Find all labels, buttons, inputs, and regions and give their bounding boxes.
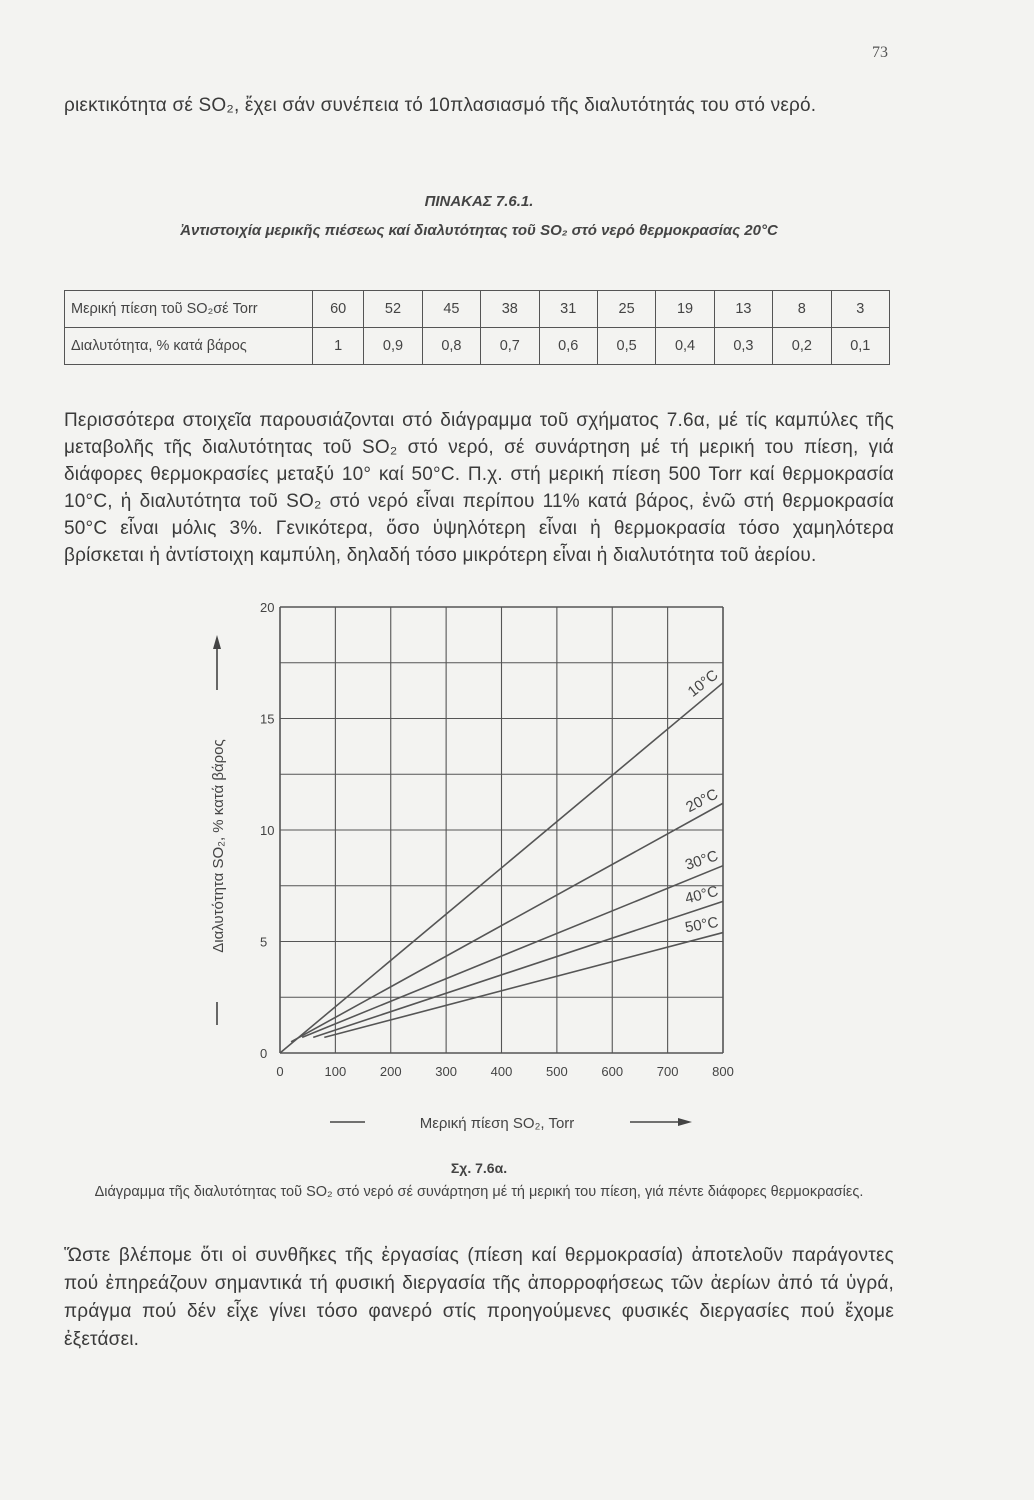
table-title: ΠΙΝΑΚΑΣ 7.6.1.	[424, 193, 534, 210]
table-cell: 0,3	[714, 328, 772, 365]
chart-grid	[280, 607, 723, 1053]
x-axis-title: Μερική πίεση SO₂, Torr	[419, 1115, 575, 1132]
series-line-50°C	[324, 933, 723, 1038]
series-label: 10°C	[684, 666, 722, 701]
y-axis-title: Διαλυτότητα SO₂, % κατά βάρος	[210, 739, 227, 953]
table-cell: 0,6	[539, 328, 597, 365]
series-label: 20°C	[683, 785, 721, 817]
y-axis-title-group	[207, 635, 227, 1025]
table-cell: 0,4	[656, 328, 714, 365]
x-tick-label: 200	[379, 1064, 402, 1079]
intro-paragraph: ριεκτικότητα σέ SO₂, ἔχει σάν συνέπεια τό 10πλασιασμό τῆς διαλυτότητάς του στό νερό.	[64, 95, 817, 116]
table-row	[65, 328, 890, 365]
table-row	[65, 291, 890, 328]
y-tick-label: 10	[260, 823, 275, 838]
body-paragraph: Περισσότερα στοιχεῖα παρουσιάζονται στό διάγραμμα τοῦ σχήματος 7.6α, μέ τίς καμπύλες τῆς μεταβολῆς τῆς διαλυτότητας τοῦ SO₂ στό νερό, σέ συνάρτηση μέ τή μερική του πίεση, γιά διάφορες θερμοκρασίες μεταξύ 10° καί 50°C. Π.χ. στή μερική πίεση 500 Torr καί θερμοκρασία 10°C, ἡ διαλυτότητα τοῦ SO₂ στό νερό εἶναι περίπου 11% κατά βάρος, ἐνῶ στή θερμοκρασία 50°C εἶναι μόλις 3%. Γενικότερα, ὅσο ὑψηλότερη εἶναι ἡ θερμοκρασία τόσο χαμηλότερα βρίσκεται ἡ ἀντίστοιχη καμπύλη, δηλαδή τόσο μικρότερη εἶναι ἡ διαλυτότητα τοῦ ἀερίου.	[64, 410, 894, 566]
table-cell: 38	[481, 291, 539, 328]
table-cell: 0,9	[364, 328, 422, 365]
series-label: 50°C	[683, 913, 720, 937]
x-tick-label: 600	[601, 1064, 624, 1079]
table-cell: 0,5	[597, 328, 655, 365]
y-tick-labels	[260, 600, 274, 1061]
series-line-30°C	[302, 866, 723, 1038]
table-cell: 0,1	[831, 328, 889, 365]
table-cell: 31	[539, 291, 597, 328]
pressure-solubility-table	[64, 290, 890, 365]
x-tick-label: 700	[656, 1064, 679, 1079]
x-axis-title-group	[300, 1105, 720, 1139]
x-tick-label: 500	[546, 1064, 568, 1079]
table-cell: 3	[831, 291, 889, 328]
x-tick-label: 300	[435, 1064, 457, 1079]
table-caption: Ἀντιστοιχία μερικῆς πιέσεως καί διαλυτότητας τοῦ SO₂ στό νερό θερμοκρασίας 20°C	[180, 222, 778, 239]
figure-caption: Διάγραμμα τῆς διαλυτότητας τοῦ SO₂ στό νερό σέ συνάρτηση μέ τή μερική του πίεση, γιά πέντε διάφορες θερμοκρασίες.	[94, 1184, 864, 1200]
page-number: 73	[872, 44, 888, 61]
table-cell: 60	[313, 291, 364, 328]
x-tick-label: 800	[712, 1064, 734, 1079]
solubility-chart	[190, 595, 790, 1079]
series-label: 30°C	[683, 847, 721, 874]
y-tick-label: 0	[260, 1046, 268, 1061]
y-tick-label: 15	[260, 711, 275, 727]
x-tick-label: 0	[276, 1064, 284, 1079]
table-cell: 0,8	[422, 328, 480, 365]
series-label: 40°C	[683, 882, 720, 908]
table-cell: 19	[656, 291, 714, 328]
y-tick-label: 5	[260, 934, 268, 950]
table-cell: 45	[422, 291, 480, 328]
x-tick-label: 100	[324, 1064, 347, 1079]
table-cell: 8	[773, 291, 831, 328]
row-header: Διαλυτότητα, % κατά βάρος	[65, 328, 313, 365]
figure-label: Σχ. 7.6α.	[450, 1160, 508, 1176]
table-cell: 0,2	[773, 328, 831, 365]
y-axis-arrowhead	[213, 635, 221, 649]
table-cell: 13	[714, 291, 772, 328]
y-tick-label: 20	[260, 600, 275, 615]
table-cell: 1	[313, 328, 364, 365]
x-axis-arrowhead	[678, 1118, 692, 1126]
row-header: Μερική πίεση τοῦ SO₂σέ Torr	[65, 291, 313, 328]
series-line-40°C	[313, 901, 723, 1037]
x-tick-label: 400	[490, 1064, 513, 1079]
table-cell: 0,7	[481, 328, 539, 365]
table-cell: 25	[597, 291, 655, 328]
closing-paragraph: Ὥστε βλέπομε ὅτι οἱ συνθῆκες τῆς ἐργασίας (πίεση καί θερμοκρασία) ἀποτελοῦν παράγοντες πού ἐπηρεάζουν σημαντικά τή φυσική διεργασία τῆς ἀπορροφήσεως τῶν ἀερίων ἀπό τά ὑγρά, πράγμα πού δέν εἶχε γίνει τόσο φανερό στίς προηγούμενες φυσικές διεργασίες πού ἔχομε ἐξετάσει.	[64, 1245, 894, 1350]
table-cell: 52	[364, 291, 422, 328]
x-tick-labels	[276, 1064, 733, 1079]
